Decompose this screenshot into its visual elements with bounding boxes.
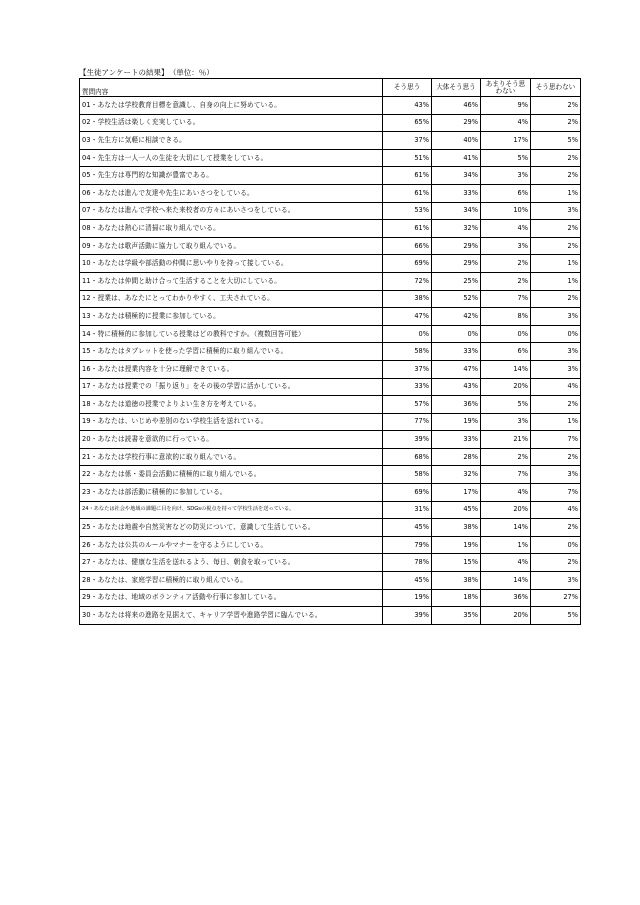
strongly-agree-cell: 31% [383,501,432,519]
strongly-agree-cell: 65% [383,114,432,132]
disagree-cell: 3% [531,202,581,220]
somewhat-disagree-cell: 6% [481,343,531,361]
question-cell: 08・あなたは熱心に清掃に取り組んでいる。 [80,220,383,238]
disagree-cell: 3% [531,360,581,378]
strongly-agree-cell: 51% [383,149,432,167]
disagree-cell: 2% [531,519,581,537]
disagree-cell: 2% [531,396,581,414]
survey-results-table [79,78,581,625]
disagree-cell: 1% [531,413,581,431]
strongly-agree-cell: 61% [383,184,432,202]
somewhat-agree-cell: 19% [432,413,481,431]
strongly-agree-cell: 77% [383,413,432,431]
table-row [80,202,581,220]
table-row [80,378,581,396]
table-row [80,501,581,519]
somewhat-disagree-cell: 14% [481,519,531,537]
somewhat-agree-cell: 18% [432,589,481,607]
somewhat-disagree-cell: 7% [481,290,531,308]
question-cell: 12・授業は、あなたにとってわかりやすく、工夫されている。 [80,290,383,308]
header-somewhat-disagree: あまりそう思わない [481,79,531,97]
somewhat-agree-cell: 35% [432,607,481,625]
disagree-cell: 1% [531,255,581,273]
strongly-agree-cell: 45% [383,572,432,590]
question-cell: 10・あなたは学級や部活動の仲間に思いやりを持って接している。 [80,255,383,273]
table-row [80,589,581,607]
somewhat-agree-cell: 32% [432,220,481,238]
question-cell: 07・あなたは進んで学校へ来た来校者の方々にあいさつをしている。 [80,202,383,220]
somewhat-disagree-cell: 2% [481,255,531,273]
somewhat-agree-cell: 15% [432,554,481,572]
somewhat-disagree-cell: 8% [481,308,531,326]
table-row [80,97,581,115]
strongly-agree-cell: 38% [383,290,432,308]
question-cell: 20・あなたは読書を意欲的に行っている。 [80,431,383,449]
somewhat-agree-cell: 36% [432,396,481,414]
somewhat-agree-cell: 38% [432,572,481,590]
somewhat-agree-cell: 17% [432,484,481,502]
table-row [80,519,581,537]
somewhat-disagree-cell: 4% [481,220,531,238]
question-cell: 22・あなたは係・委員会活動に積極的に取り組んでいる。 [80,466,383,484]
somewhat-disagree-cell: 3% [481,167,531,185]
somewhat-agree-cell: 45% [432,501,481,519]
question-cell: 04・先生方は一人一人の生徒を大切にして授業をしている。 [80,149,383,167]
disagree-cell: 2% [531,448,581,466]
somewhat-agree-cell: 33% [432,343,481,361]
header-row [80,79,581,97]
question-cell: 02・学校生活は楽しく充実している。 [80,114,383,132]
strongly-agree-cell: 43% [383,97,432,115]
disagree-cell: 2% [531,114,581,132]
disagree-cell: 27% [531,589,581,607]
somewhat-disagree-cell: 1% [481,536,531,554]
somewhat-disagree-cell: 2% [481,448,531,466]
strongly-agree-cell: 58% [383,343,432,361]
strongly-agree-cell: 37% [383,132,432,150]
question-cell: 28・あなたは、家庭学習に積極的に取り組んでいる。 [80,572,383,590]
somewhat-agree-cell: 38% [432,519,481,537]
somewhat-disagree-cell: 3% [481,237,531,255]
disagree-cell: 4% [531,378,581,396]
somewhat-agree-cell: 19% [432,536,481,554]
somewhat-agree-cell: 41% [432,149,481,167]
disagree-cell: 2% [531,554,581,572]
somewhat-disagree-cell: 10% [481,202,531,220]
table-row [80,396,581,414]
somewhat-disagree-cell: 36% [481,589,531,607]
disagree-cell: 2% [531,220,581,238]
strongly-agree-cell: 33% [383,378,432,396]
question-cell: 19・あなたは、いじめや差別のない学校生活を送れている。 [80,413,383,431]
somewhat-agree-cell: 46% [432,97,481,115]
strongly-agree-cell: 72% [383,272,432,290]
disagree-cell: 1% [531,184,581,202]
question-cell: 13・あなたは積極的に授業に参加している。 [80,308,383,326]
question-cell: 01・あなたは学校教育目標を意識し、自身の向上に努めている。 [80,97,383,115]
table-body [80,97,581,625]
somewhat-agree-cell: 34% [432,202,481,220]
somewhat-disagree-cell: 4% [481,554,531,572]
strongly-agree-cell: 66% [383,237,432,255]
page-title [79,67,214,78]
somewhat-agree-cell: 29% [432,255,481,273]
somewhat-disagree-cell: 14% [481,572,531,590]
disagree-cell: 0% [531,536,581,554]
somewhat-disagree-cell: 0% [481,325,531,343]
somewhat-disagree-cell: 6% [481,184,531,202]
strongly-agree-cell: 61% [383,220,432,238]
disagree-cell: 5% [531,607,581,625]
title-text: 【生徒アンケートの結果】 [79,68,169,77]
somewhat-disagree-cell: 20% [481,607,531,625]
strongly-agree-cell: 61% [383,167,432,185]
table-row [80,466,581,484]
somewhat-disagree-cell: 9% [481,97,531,115]
table-row [80,360,581,378]
table-row [80,308,581,326]
disagree-cell: 7% [531,484,581,502]
table-row [80,167,581,185]
somewhat-agree-cell: 40% [432,132,481,150]
disagree-cell: 3% [531,343,581,361]
question-cell: 30・あなたは将来の進路を見据えて、キャリア学習や進路学習に臨んでいる。 [80,607,383,625]
table-row [80,132,581,150]
somewhat-disagree-cell: 20% [481,378,531,396]
strongly-agree-cell: 69% [383,484,432,502]
somewhat-agree-cell: 43% [432,378,481,396]
disagree-cell: 2% [531,149,581,167]
table-row [80,114,581,132]
header-somewhat-agree: 大体そう思う [432,79,481,97]
question-cell: 15・あなたはタブレットを使った学習に積極的に取り組んでいる。 [80,343,383,361]
question-cell: 27・あなたは、健康な生活を送れるよう、毎日、朝食を取っている。 [80,554,383,572]
somewhat-disagree-cell: 14% [481,360,531,378]
somewhat-disagree-cell: 20% [481,501,531,519]
disagree-cell: 1% [531,272,581,290]
strongly-agree-cell: 19% [383,589,432,607]
somewhat-agree-cell: 28% [432,448,481,466]
strongly-agree-cell: 39% [383,431,432,449]
question-cell: 29・あなたは、地域のボランティア活動や行事に参加している。 [80,589,383,607]
table-row [80,220,581,238]
somewhat-agree-cell: 33% [432,431,481,449]
question-cell: 17・あなたは授業での「振り返り」をその後の学習に活かしている。 [80,378,383,396]
somewhat-disagree-cell: 21% [481,431,531,449]
table-row [80,343,581,361]
strongly-agree-cell: 57% [383,396,432,414]
strongly-agree-cell: 79% [383,536,432,554]
somewhat-disagree-cell: 17% [481,132,531,150]
question-cell: 16・あなたは授業内容を十分に理解できている。 [80,360,383,378]
table-row [80,607,581,625]
somewhat-agree-cell: 33% [432,184,481,202]
table-row [80,413,581,431]
disagree-cell: 0% [531,325,581,343]
somewhat-disagree-cell: 2% [481,272,531,290]
question-cell: 09・あなたは歌声活動に協力して取り組んでいる。 [80,237,383,255]
somewhat-disagree-cell: 7% [481,466,531,484]
question-cell: 14・特に積極的に参加している授業はどの教科ですか。（複数回答可能） [80,325,383,343]
question-cell: 05・先生方は専門的な知識が豊富である。 [80,167,383,185]
question-cell: 25・あなたは地震や自然災害などの防災について、意識して生活している。 [80,519,383,537]
disagree-cell: 3% [531,466,581,484]
disagree-cell: 5% [531,132,581,150]
table-row [80,290,581,308]
somewhat-agree-cell: 42% [432,308,481,326]
strongly-agree-cell: 78% [383,554,432,572]
table-row [80,484,581,502]
question-cell: 03・先生方に気軽に相談できる。 [80,132,383,150]
strongly-agree-cell: 39% [383,607,432,625]
somewhat-agree-cell: 0% [432,325,481,343]
strongly-agree-cell: 69% [383,255,432,273]
somewhat-agree-cell: 25% [432,272,481,290]
table-row [80,448,581,466]
somewhat-agree-cell: 52% [432,290,481,308]
disagree-cell: 3% [531,572,581,590]
header-disagree: そう思わない [531,79,581,97]
question-cell: 21・あなたは学校行事に意欲的に取り組んでいる。 [80,448,383,466]
disagree-cell: 4% [531,501,581,519]
disagree-cell: 3% [531,308,581,326]
table-row [80,536,581,554]
somewhat-disagree-cell: 5% [481,396,531,414]
table-row [80,325,581,343]
disagree-cell: 2% [531,290,581,308]
question-cell: 18・あなたは道徳の授業でよりよい生き方を考えている。 [80,396,383,414]
table-row [80,554,581,572]
unit-text: （単位：％） [172,68,214,77]
strongly-agree-cell: 45% [383,519,432,537]
disagree-cell: 2% [531,97,581,115]
disagree-cell: 7% [531,431,581,449]
question-cell: 11・あなたは仲間と助け合って生活することを大切にしている。 [80,272,383,290]
somewhat-agree-cell: 29% [432,237,481,255]
somewhat-agree-cell: 47% [432,360,481,378]
somewhat-disagree-cell: 3% [481,413,531,431]
table-row [80,572,581,590]
question-cell: 06・あなたは進んで友達や先生にあいさつをしている。 [80,184,383,202]
somewhat-agree-cell: 34% [432,167,481,185]
somewhat-disagree-cell: 4% [481,484,531,502]
header-question: 質問内容 [80,79,383,97]
question-cell: 26・あなたは公共のルールやマナーを守るようにしている。 [80,536,383,554]
somewhat-agree-cell: 32% [432,466,481,484]
header-strongly-agree: そう思う [383,79,432,97]
strongly-agree-cell: 47% [383,308,432,326]
strongly-agree-cell: 53% [383,202,432,220]
strongly-agree-cell: 68% [383,448,432,466]
question-cell: 23・あなたは部活動に積極的に参加している。 [80,484,383,502]
somewhat-disagree-cell: 4% [481,114,531,132]
table-row [80,255,581,273]
table-row [80,237,581,255]
question-cell: 24・あなたは社会や地域の課題に目を向け、SDGsの視点を持って学校生活を送っている。 [80,501,383,519]
somewhat-disagree-cell: 5% [481,149,531,167]
table-row [80,184,581,202]
disagree-cell: 2% [531,167,581,185]
table-row [80,272,581,290]
disagree-cell: 2% [531,237,581,255]
table-row [80,149,581,167]
strongly-agree-cell: 37% [383,360,432,378]
table-row [80,431,581,449]
somewhat-agree-cell: 29% [432,114,481,132]
strongly-agree-cell: 58% [383,466,432,484]
strongly-agree-cell: 0% [383,325,432,343]
